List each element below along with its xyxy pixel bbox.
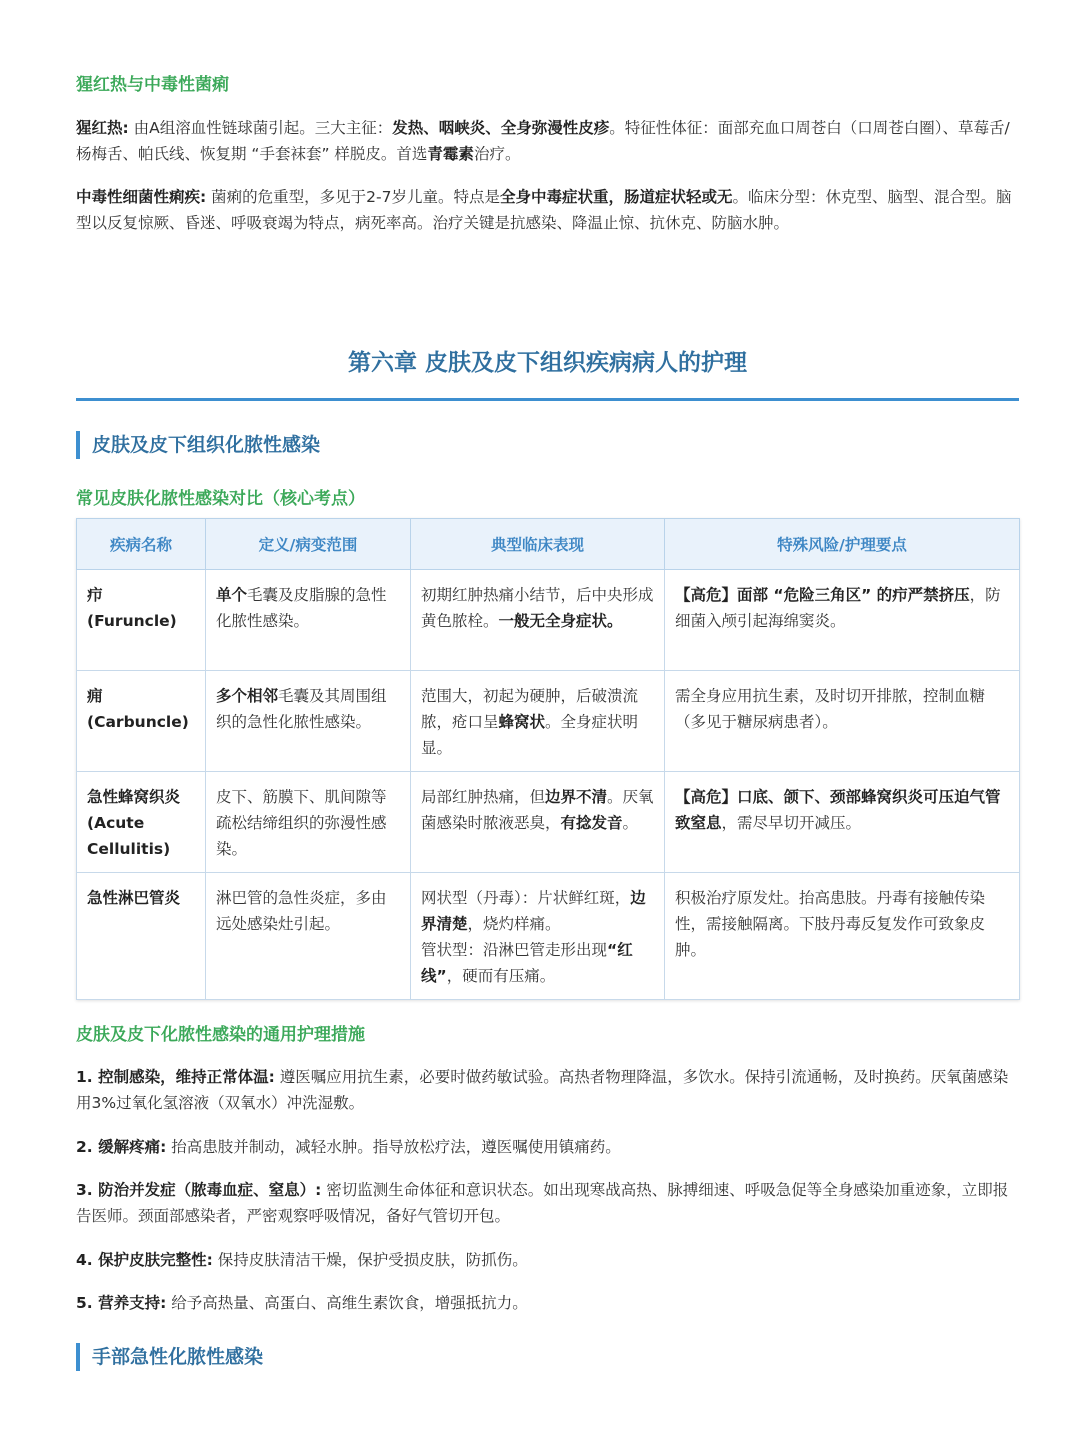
emphasis: 有捻发音 xyxy=(560,814,623,832)
emphasis: 发热、咽峡炎、全身弥漫性皮疹 xyxy=(392,119,610,137)
table-header-row xyxy=(77,519,1020,570)
clinical-cell xyxy=(411,671,665,772)
clinical-cell xyxy=(411,772,665,873)
term-label: 猩红热: xyxy=(76,119,129,137)
text: 治疗。 xyxy=(473,145,521,163)
text: 毛囊及皮脂腺的急性化脓性感染。 xyxy=(216,586,387,630)
measure-label: 4. 保护皮肤完整性: xyxy=(76,1251,213,1269)
toxic-dysentery-paragraph xyxy=(76,184,1019,236)
disease-name: 急性蜂窝织炎 (Acute Cellulitis) xyxy=(77,772,206,873)
text: 范围大，初起为硬肿，后破溃流脓，疮口呈 xyxy=(421,687,639,731)
measure-item xyxy=(76,1247,1019,1273)
emphasis: 青霉素 xyxy=(427,145,474,163)
text: 。 xyxy=(622,814,639,832)
column-header: 特殊风险/护理要点 xyxy=(665,519,1020,570)
column-header: 疾病名称 xyxy=(77,519,206,570)
definition-cell: 淋巴管的急性炎症，多由远处感染灶引起。 xyxy=(206,873,411,1000)
emphasis: 【高危】面部 “危险三角区” 的疖严禁挤压 xyxy=(675,586,970,604)
nursing-measures-heading: 皮肤及皮下化脓性感染的通用护理措施 xyxy=(76,1025,365,1045)
emphasis: 全身中毒症状重，肠道症状轻或无 xyxy=(499,188,733,206)
measure-text: 保持皮肤清洁干燥，保护受损皮肤，防抓伤。 xyxy=(212,1251,528,1269)
emphasis: 蜂窝状 xyxy=(498,713,546,731)
measure-item xyxy=(76,1177,1019,1229)
disease-name: 疖 (Furuncle) xyxy=(77,570,206,671)
text: 。全身症状明显。 xyxy=(421,713,639,757)
table-row xyxy=(77,772,1020,873)
emphasis: 边界不清 xyxy=(545,788,608,806)
text: ，硬而有压痛。 xyxy=(446,967,556,985)
risk-cell: 需全身应用抗生素，及时切开排脓，控制血糖（多见于糖尿病患者）。 xyxy=(665,671,1020,772)
text: 菌痢的危重型，多见于2-7岁儿童。特点是 xyxy=(206,188,500,206)
text: 毛囊及其周围组织的急性化脓性感染。 xyxy=(216,687,387,731)
measure-text: 密切监测生命体征和意识状态。如出现寒战高热、脉搏细速、呼吸急促等全身感染加重迹象，立即报告医师。颈面部感染者，严密观察呼吸情况，备好气管切开包。 xyxy=(76,1181,1009,1225)
table-row xyxy=(77,873,1020,1000)
column-header: 典型临床表现 xyxy=(411,519,665,570)
section-heading-hand-infection: 手部急性化脓性感染 xyxy=(76,1343,263,1371)
text: 网状型（丹毒）：片状鲜红斑， xyxy=(421,889,631,907)
scarlet-fever-heading: 猩红热与中毒性菌痢 xyxy=(76,75,229,95)
emphasis: “红线” xyxy=(421,941,633,985)
comparison-table-heading: 常见皮肤化脓性感染对比（核心考点） xyxy=(76,489,365,509)
text: 管状型：沿淋巴管走形出现 xyxy=(421,941,608,959)
measure-label: 3. 防治并发症（脓毒血症、窒息）: xyxy=(76,1181,322,1199)
measure-label: 1. 控制感染，维持正常体温: xyxy=(76,1068,275,1086)
measure-text: 抬高患肢并制动，减轻水肿。指导放松疗法，遵医嘱使用镇痛药。 xyxy=(166,1138,621,1156)
definition-cell xyxy=(206,671,411,772)
section-heading-skin-infection: 皮肤及皮下组织化脓性感染 xyxy=(76,431,320,459)
risk-cell xyxy=(665,772,1020,873)
measure-item xyxy=(76,1064,1019,1116)
disease-name: 急性淋巴管炎 xyxy=(77,873,206,1000)
measure-text: 遵医嘱应用抗生素，必要时做药敏试验。高热者物理降温，多饮水。保持引流通畅，及时换药。厌氧菌感染用3%过氧化氢溶液（双氧水）冲洗湿敷。 xyxy=(76,1068,1009,1112)
table-row xyxy=(77,671,1020,772)
text: ，烧灼样痛。 xyxy=(467,915,561,933)
comparison-table xyxy=(76,518,1019,1000)
definition-cell: 皮下、筋膜下、肌间隙等疏松结缔组织的弥漫性感染。 xyxy=(206,772,411,873)
text: 。临床分型：休克型、脑型、混合型。脑型以反复惊厥、昏迷、呼吸衰竭为特点，病死率高。治疗关键是抗感染、降温止惊、抗休克、防脑水肿。 xyxy=(76,188,1012,232)
scarlet-fever-paragraph xyxy=(76,115,1019,167)
risk-cell: 积极治疗原发灶。抬高患肢。丹毒有接触传染性，需接触隔离。下肢丹毒反复发作可致象皮肿。 xyxy=(665,873,1020,1000)
risk-cell xyxy=(665,570,1020,671)
table-row xyxy=(77,570,1020,671)
emphasis: 单个 xyxy=(216,586,248,604)
text: 。厌氧菌感染时脓液恶臭， xyxy=(421,788,654,832)
clinical-cell xyxy=(411,873,665,1000)
disease-name: 痈 (Carbuncle) xyxy=(77,671,206,772)
emphasis: 边界清楚 xyxy=(421,889,646,933)
measure-label: 5. 营养支持: xyxy=(76,1294,167,1312)
emphasis: 一般无全身症状。 xyxy=(498,612,623,630)
emphasis: 【高危】口底、颌下、颈部蜂窝织炎可压迫气管致窒息 xyxy=(675,788,1001,832)
text: 局部红肿热痛，但 xyxy=(421,788,546,806)
text: 初期红肿热痛小结节，后中央形成黄色脓栓。 xyxy=(421,586,654,630)
chapter-divider xyxy=(76,398,1019,401)
text: 。特征性体征：面部充血口周苍白（口周苍白圈）、草莓舌/杨梅舌、帕氏线、恢复期 “手套袜套” 样脱皮。首选 xyxy=(76,119,1010,163)
measure-label: 2. 缓解疼痛: xyxy=(76,1138,167,1156)
measure-item xyxy=(76,1290,1019,1316)
text: 由A组溶血性链球菌引起。三大主征： xyxy=(128,119,393,137)
measure-item xyxy=(76,1134,1019,1160)
chapter-title: 第六章 皮肤及皮下组织疾病病人的护理 xyxy=(347,350,747,376)
text: ，防细菌入颅引起海绵窦炎。 xyxy=(675,586,1001,630)
column-header: 定义/病变范围 xyxy=(206,519,411,570)
term-label: 中毒性细菌性痢疾: xyxy=(76,188,207,206)
clinical-cell xyxy=(411,570,665,671)
text: ，需尽早切开减压。 xyxy=(721,814,862,832)
measure-text: 给予高热量、高蛋白、高维生素饮食，增强抵抗力。 xyxy=(166,1294,528,1312)
definition-cell xyxy=(206,570,411,671)
emphasis: 多个相邻 xyxy=(216,687,279,705)
